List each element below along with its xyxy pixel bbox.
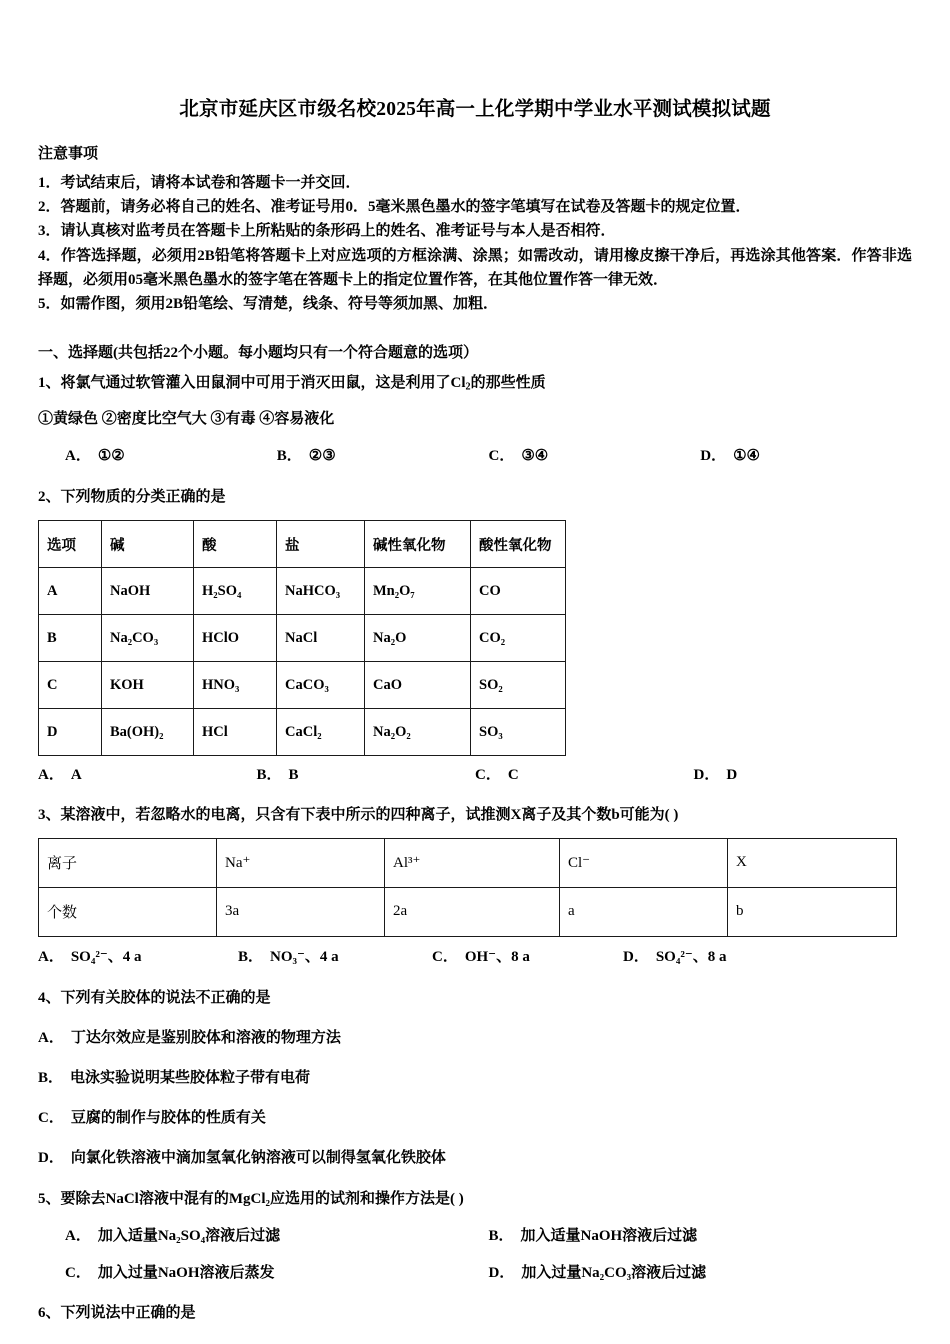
table-cell: Na₂O	[365, 615, 471, 662]
table-cell: CaCl₂	[277, 709, 365, 756]
table-cell: SO₃	[471, 709, 566, 756]
question-1-option-a[interactable]	[65, 445, 277, 468]
classification-table	[38, 520, 566, 756]
table-cell: KOH	[102, 662, 194, 709]
option-label: D．	[623, 948, 649, 965]
table-header-cell: 酸性氧化物	[471, 521, 566, 568]
table-cell: SO₂	[471, 662, 566, 709]
table-cell: Na₂O₂	[365, 709, 471, 756]
option-label: A．	[38, 1030, 64, 1047]
option-text: NO₃⁻、4 a	[270, 948, 339, 965]
table-row	[39, 568, 566, 615]
option-label: D．	[488, 1264, 515, 1281]
table-cell: CaCO₃	[277, 662, 365, 709]
notice-heading: 注意事项	[38, 146, 99, 163]
page-title: 北京市延庆区市级名校2025年高一上化学期中学业水平测试模拟试题	[179, 99, 771, 120]
question-4-stem: 4、下列有关胶体的说法不正确的是	[38, 990, 271, 1007]
question-4-option-d[interactable]	[38, 1146, 912, 1170]
question-2-option-c[interactable]	[475, 764, 694, 787]
question-3-stem: 3、某溶液中，若忽略水的电离，只含有下表中所示的四种离子，试推测X离子及其个数b可能为( )	[38, 806, 679, 823]
table-cell: Ba(OH)₂	[102, 709, 194, 756]
question-5-options-row-2	[38, 1262, 912, 1285]
question-3	[38, 803, 912, 969]
question-4-option-a[interactable]	[38, 1026, 912, 1050]
option-text: 豆腐的制作与胶体的性质有关	[70, 1110, 266, 1127]
option-label: D．	[38, 1150, 64, 1167]
option-text: 向氯化铁溶液中滴加氢氧化钠溶液可以制得氢氧化铁胶体	[70, 1150, 446, 1167]
question-2	[38, 485, 912, 787]
question-4-option-c[interactable]	[38, 1106, 912, 1130]
question-1-formula: $Cl_2$	[450, 374, 471, 393]
question-1-stem-post: 的那些性质	[470, 374, 546, 391]
question-2-options	[38, 764, 912, 787]
question-2-option-d[interactable]	[694, 764, 913, 787]
option-text: ①②	[97, 447, 125, 464]
question-5-option-b[interactable]	[489, 1225, 913, 1248]
table-cell: 离子	[39, 838, 217, 887]
option-text: 加入过量Na₂CO₃溶液后过滤	[521, 1264, 707, 1281]
option-label: B．	[238, 948, 264, 965]
option-text: ①④	[733, 447, 760, 464]
table-header-cell: 碱	[102, 521, 194, 568]
option-label: A．	[65, 1228, 91, 1245]
table-cell: 2a	[385, 887, 560, 936]
option-label: A．	[38, 767, 64, 784]
table-header-row	[39, 521, 566, 568]
option-text: 丁达尔效应是鉴别胶体和溶液的物理方法	[70, 1030, 341, 1047]
table-cell: CO	[471, 568, 566, 615]
table-cell: X	[728, 838, 897, 887]
table-cell: Cl⁻	[560, 838, 728, 887]
option-text: SO₄²⁻、4 a	[70, 948, 142, 965]
question-1-properties: ①黄绿色 ②密度比空气大 ③有毒 ④容易液化	[38, 410, 335, 427]
table-cell: Na⁺	[217, 838, 385, 887]
table-row	[39, 615, 566, 662]
option-text: D	[726, 767, 738, 784]
table-cell: CO₂	[471, 615, 566, 662]
option-label: B．	[276, 447, 302, 464]
option-text: B	[288, 767, 299, 784]
question-3-options	[38, 946, 912, 969]
notice-item-4: 4．作答选择题，必须用2B铅笔将答题卡上对应选项的方框涂满、涂黑；如需改动，请用橡皮擦干净后，再选涂其他答案．作答非选择题，必须用05毫米黑色墨水的签字笔在答题卡上的指定位置作答，在其他位置作答一律无效．	[38, 247, 912, 288]
option-text: 加入适量NaOH溶液后过滤	[520, 1228, 698, 1245]
question-2-option-b[interactable]	[257, 764, 476, 787]
question-1-option-d[interactable]	[700, 445, 912, 468]
option-label: D．	[700, 447, 727, 464]
question-6-stem: 6、下列说法中正确的是	[38, 1305, 196, 1322]
table-cell: 个数	[39, 887, 217, 936]
question-1-stem-pre: 1、将氯气通过软管灌入田鼠洞中可用于消灭田鼠，这是利用了	[38, 374, 451, 391]
table-header-cell: 酸	[194, 521, 277, 568]
question-1-options	[38, 445, 912, 468]
table-row	[39, 887, 897, 936]
question-5	[38, 1187, 912, 1284]
table-header-cell: 碱性氧化物	[365, 521, 471, 568]
option-label: C．	[432, 948, 458, 965]
table-cell: H₂SO₄	[194, 568, 277, 615]
question-3-option-d[interactable]	[623, 946, 727, 969]
table-cell: A	[39, 568, 102, 615]
table-cell: CaO	[365, 662, 471, 709]
option-label: B．	[256, 767, 282, 784]
table-cell: b	[728, 887, 897, 936]
option-label: D．	[693, 767, 720, 784]
option-label: B．	[488, 1228, 514, 1245]
question-3-option-a[interactable]	[38, 946, 238, 969]
table-cell: Na₂CO₃	[102, 615, 194, 662]
option-text: SO₄²⁻、8 a	[655, 948, 727, 965]
table-cell: NaHCO₃	[277, 568, 365, 615]
table-cell: C	[39, 662, 102, 709]
table-cell: HCl	[194, 709, 277, 756]
table-cell: HNO₃	[194, 662, 277, 709]
option-text: ③④	[521, 447, 549, 464]
question-2-stem: 2、下列物质的分类正确的是	[38, 489, 226, 506]
section-heading: 一、选择题(共包括22个小题。每小题均只有一个符合题意的选项）	[38, 344, 478, 361]
question-5-stem: 5、要除去NaCl溶液中混有的MgCl₂应选用的试剂和操作方法是( )	[38, 1191, 464, 1208]
question-5-option-d[interactable]	[489, 1262, 913, 1285]
option-text: C	[507, 767, 519, 784]
option-text: A	[70, 767, 82, 784]
question-3-option-c[interactable]	[432, 946, 623, 969]
table-row	[39, 838, 897, 887]
question-5-options-row-1	[38, 1225, 912, 1248]
table-cell: D	[39, 709, 102, 756]
option-label: C．	[488, 447, 515, 464]
option-text: 加入过量NaOH溶液后蒸发	[97, 1264, 275, 1281]
option-text: 加入适量Na₂SO₄溶液后过滤	[97, 1228, 281, 1245]
option-label: B．	[38, 1070, 64, 1087]
question-2-option-a[interactable]	[38, 764, 257, 787]
notice-item-3: 3．请认真核对监考员在答题卡上所粘贴的条形码上的姓名、准考证号与本人是否相符．	[38, 223, 616, 240]
table-header-cell: 选项	[39, 521, 102, 568]
table-header-cell: 盐	[277, 521, 365, 568]
option-label: C．	[38, 1110, 64, 1127]
table-cell: NaCl	[277, 615, 365, 662]
notice-item-1: 1．考试结束后，请将本试卷和答题卡一并交回．	[38, 174, 361, 191]
question-5-option-a[interactable]	[65, 1225, 489, 1248]
table-row	[39, 709, 566, 756]
option-label: C．	[475, 767, 501, 784]
option-text: OH⁻、8 a	[464, 948, 530, 965]
notice-item-5: 5．如需作图，须用2B铅笔绘、写清楚，线条、符号等须加黑、加粗．	[38, 296, 499, 313]
table-cell: NaOH	[102, 568, 194, 615]
table-cell: Al³⁺	[385, 838, 560, 887]
option-label: A．	[38, 948, 64, 965]
notice-section	[38, 143, 912, 316]
option-text: ②③	[308, 447, 336, 464]
question-4	[38, 986, 912, 1170]
question-5-option-c[interactable]	[65, 1262, 489, 1285]
question-3-option-b[interactable]	[238, 946, 432, 969]
question-1-option-b[interactable]	[277, 445, 489, 468]
table-row	[39, 662, 566, 709]
table-cell: 3a	[217, 887, 385, 936]
option-label: A．	[65, 447, 91, 464]
ion-table	[38, 838, 897, 937]
table-cell: Mn₂O₇	[365, 568, 471, 615]
question-1-option-c[interactable]	[489, 445, 701, 468]
table-cell: B	[39, 615, 102, 662]
option-label: C．	[65, 1264, 91, 1281]
table-cell: HClO	[194, 615, 277, 662]
table-cell: a	[560, 887, 728, 936]
question-6	[38, 1301, 912, 1325]
option-text: 电泳实验说明某些胶体粒子带有电荷	[70, 1070, 311, 1087]
question-1-stem	[38, 371, 912, 395]
question-4-option-b[interactable]	[38, 1066, 912, 1090]
question-1	[38, 371, 912, 468]
notice-item-2: 2．答题前，请务必将自己的姓名、准考证号用0．5毫米黑色墨水的签字笔填写在试卷及答题卡的规定位置．	[38, 199, 751, 216]
